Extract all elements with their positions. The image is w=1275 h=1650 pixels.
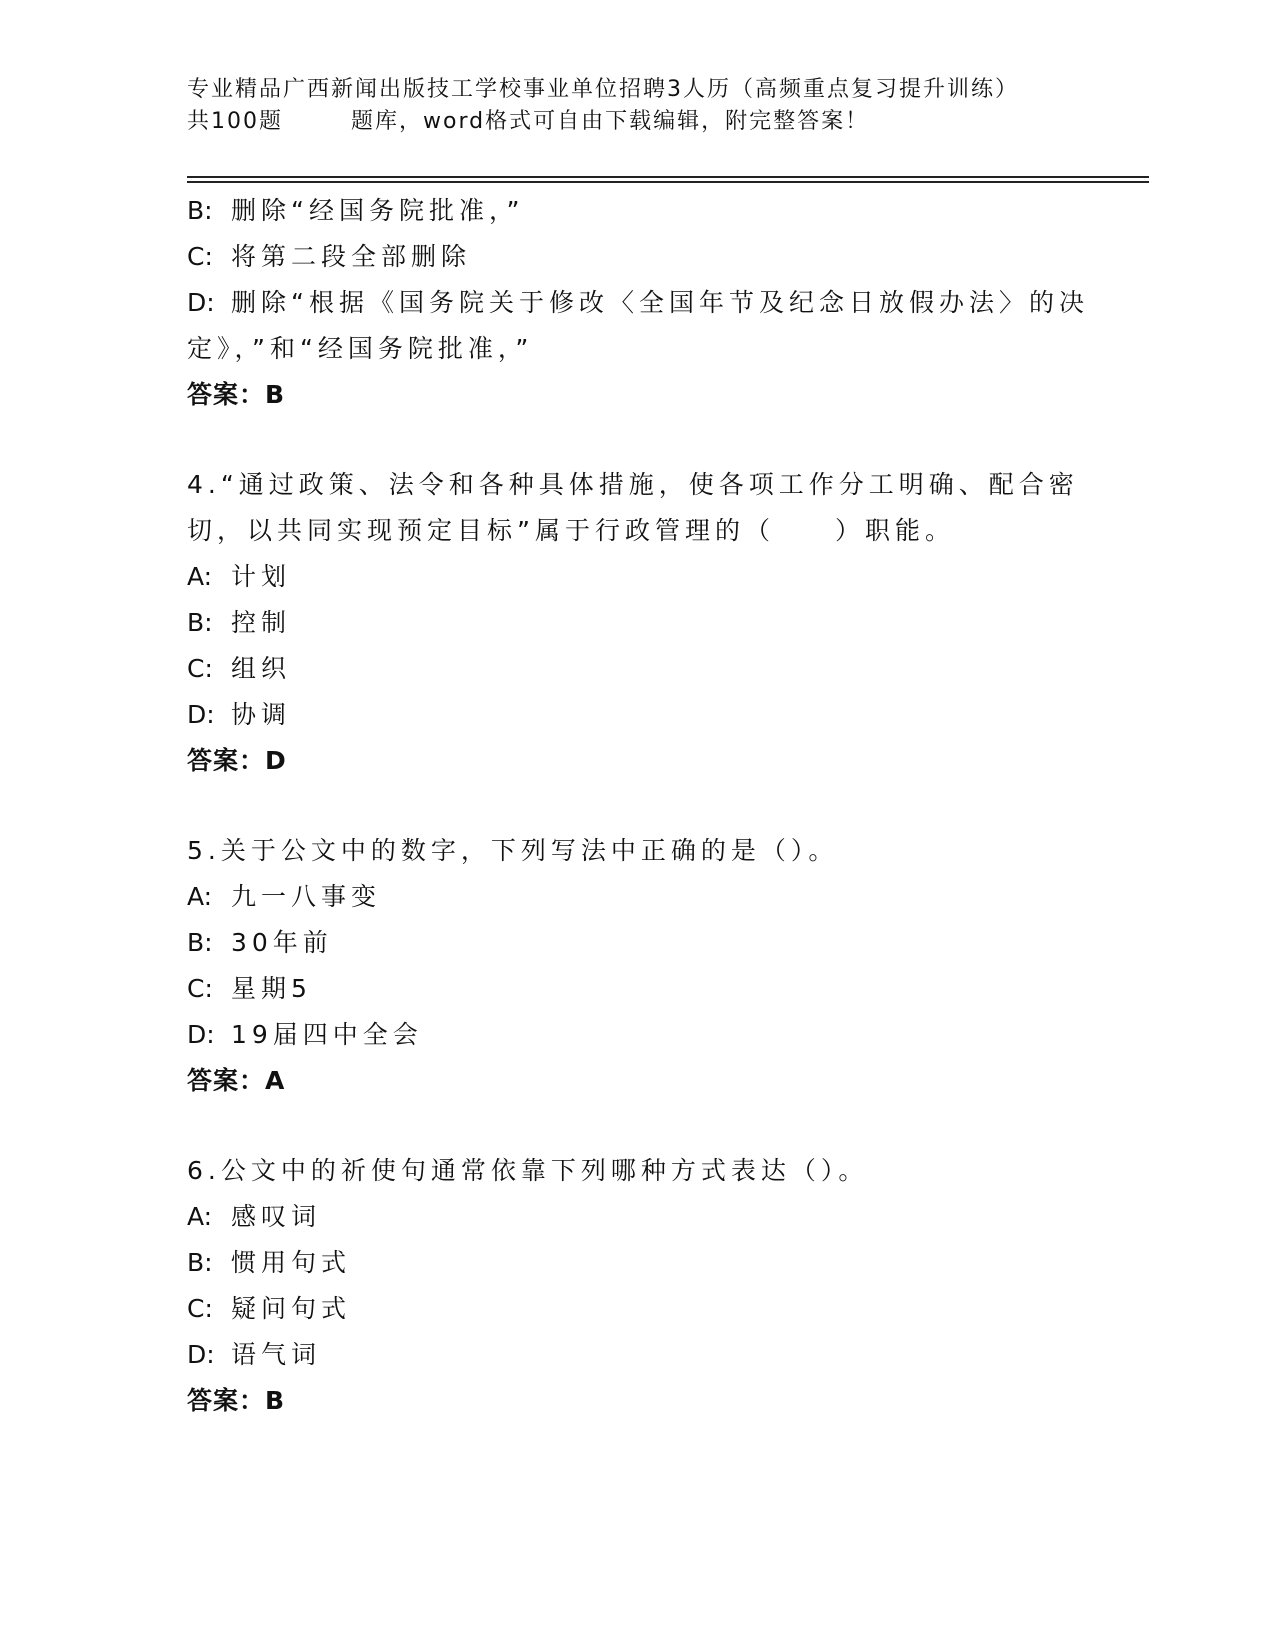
option-c xyxy=(187,1286,1087,1332)
option-text: 疑问句式 xyxy=(231,1294,352,1323)
option-c xyxy=(187,646,1087,692)
option-d xyxy=(187,280,1087,326)
option-text: 控制 xyxy=(231,608,292,637)
question-block-5 xyxy=(187,828,1087,1104)
option-text: 删除“根据《国务院关于修改〈全国年节及纪念日放假办法〉的决 xyxy=(231,288,1089,317)
header-subtitle-line xyxy=(187,106,1087,138)
header-note: 题库，word格式可自由下载编辑，附完整答案！ xyxy=(351,109,870,134)
option-text: 将第二段全部删除 xyxy=(231,242,472,271)
option-d xyxy=(187,1332,1087,1378)
option-b xyxy=(187,188,1087,234)
option-label: D: xyxy=(187,1020,215,1049)
option-label: C: xyxy=(187,1294,213,1323)
option-label: C: xyxy=(187,974,213,1003)
option-b xyxy=(187,1240,1087,1286)
option-label: D: xyxy=(187,288,215,317)
option-text: 语气词 xyxy=(231,1340,322,1369)
question-stem: 切，以共同实现预定目标”属于行政管理的（ ）职能。 xyxy=(187,516,955,545)
answer-line: 答案：B xyxy=(187,380,286,409)
option-d-continuation: 定》，”和“经国务院批准，” xyxy=(187,334,534,363)
header-divider-top xyxy=(187,176,1149,178)
option-d xyxy=(187,692,1087,738)
option-label: B: xyxy=(187,608,213,637)
option-text: 30年前 xyxy=(231,928,333,957)
option-text: 19届四中全会 xyxy=(231,1020,423,1049)
option-label: C: xyxy=(187,242,213,271)
question-list xyxy=(187,188,1087,1424)
option-label: B: xyxy=(187,196,213,225)
question-stem: 5.关于公文中的数字，下列写法中正确的是（）。 xyxy=(187,836,839,865)
option-b xyxy=(187,600,1087,646)
question-block-6 xyxy=(187,1148,1087,1424)
option-a xyxy=(187,874,1087,920)
answer-line: 答案：B xyxy=(187,1386,286,1415)
option-label: B: xyxy=(187,1248,213,1277)
question-stem: 6.公文中的祈使句通常依靠下列哪种方式表达（）。 xyxy=(187,1156,869,1185)
question-stem: 4.“通过政策、法令和各种具体措施，使各项工作分工明确、配合密 xyxy=(187,470,1079,499)
option-b xyxy=(187,920,1087,966)
header-count: 共100题 xyxy=(187,109,283,134)
option-a xyxy=(187,1194,1087,1240)
document-header xyxy=(187,74,1087,138)
answer-line: 答案：D xyxy=(187,746,287,775)
answer-line: 答案：A xyxy=(187,1066,286,1095)
option-text: 惯用句式 xyxy=(231,1248,352,1277)
header-title-line: 专业精品广西新闻出版技工学校事业单位招聘3人历（高频重点复习提升训练） xyxy=(187,77,1019,102)
option-label: A: xyxy=(187,882,213,911)
option-text: 协调 xyxy=(231,700,292,729)
option-text: 感叹词 xyxy=(231,1202,322,1231)
option-text: 删除“经国务院批准，” xyxy=(231,196,525,225)
question-block-4 xyxy=(187,462,1087,784)
option-label: B: xyxy=(187,928,213,957)
option-c xyxy=(187,234,1087,280)
option-label: D: xyxy=(187,1340,215,1369)
option-text: 星期5 xyxy=(231,974,312,1003)
option-text: 组织 xyxy=(231,654,292,683)
option-label: D: xyxy=(187,700,215,729)
option-a xyxy=(187,554,1087,600)
option-label: C: xyxy=(187,654,213,683)
option-label: A: xyxy=(187,1202,213,1231)
option-c xyxy=(187,966,1087,1012)
option-text: 九一八事变 xyxy=(231,882,382,911)
question-block-partial xyxy=(187,188,1087,418)
option-label: A: xyxy=(187,562,213,591)
option-text: 计划 xyxy=(231,562,292,591)
option-d xyxy=(187,1012,1087,1058)
header-divider-bottom xyxy=(187,181,1149,183)
